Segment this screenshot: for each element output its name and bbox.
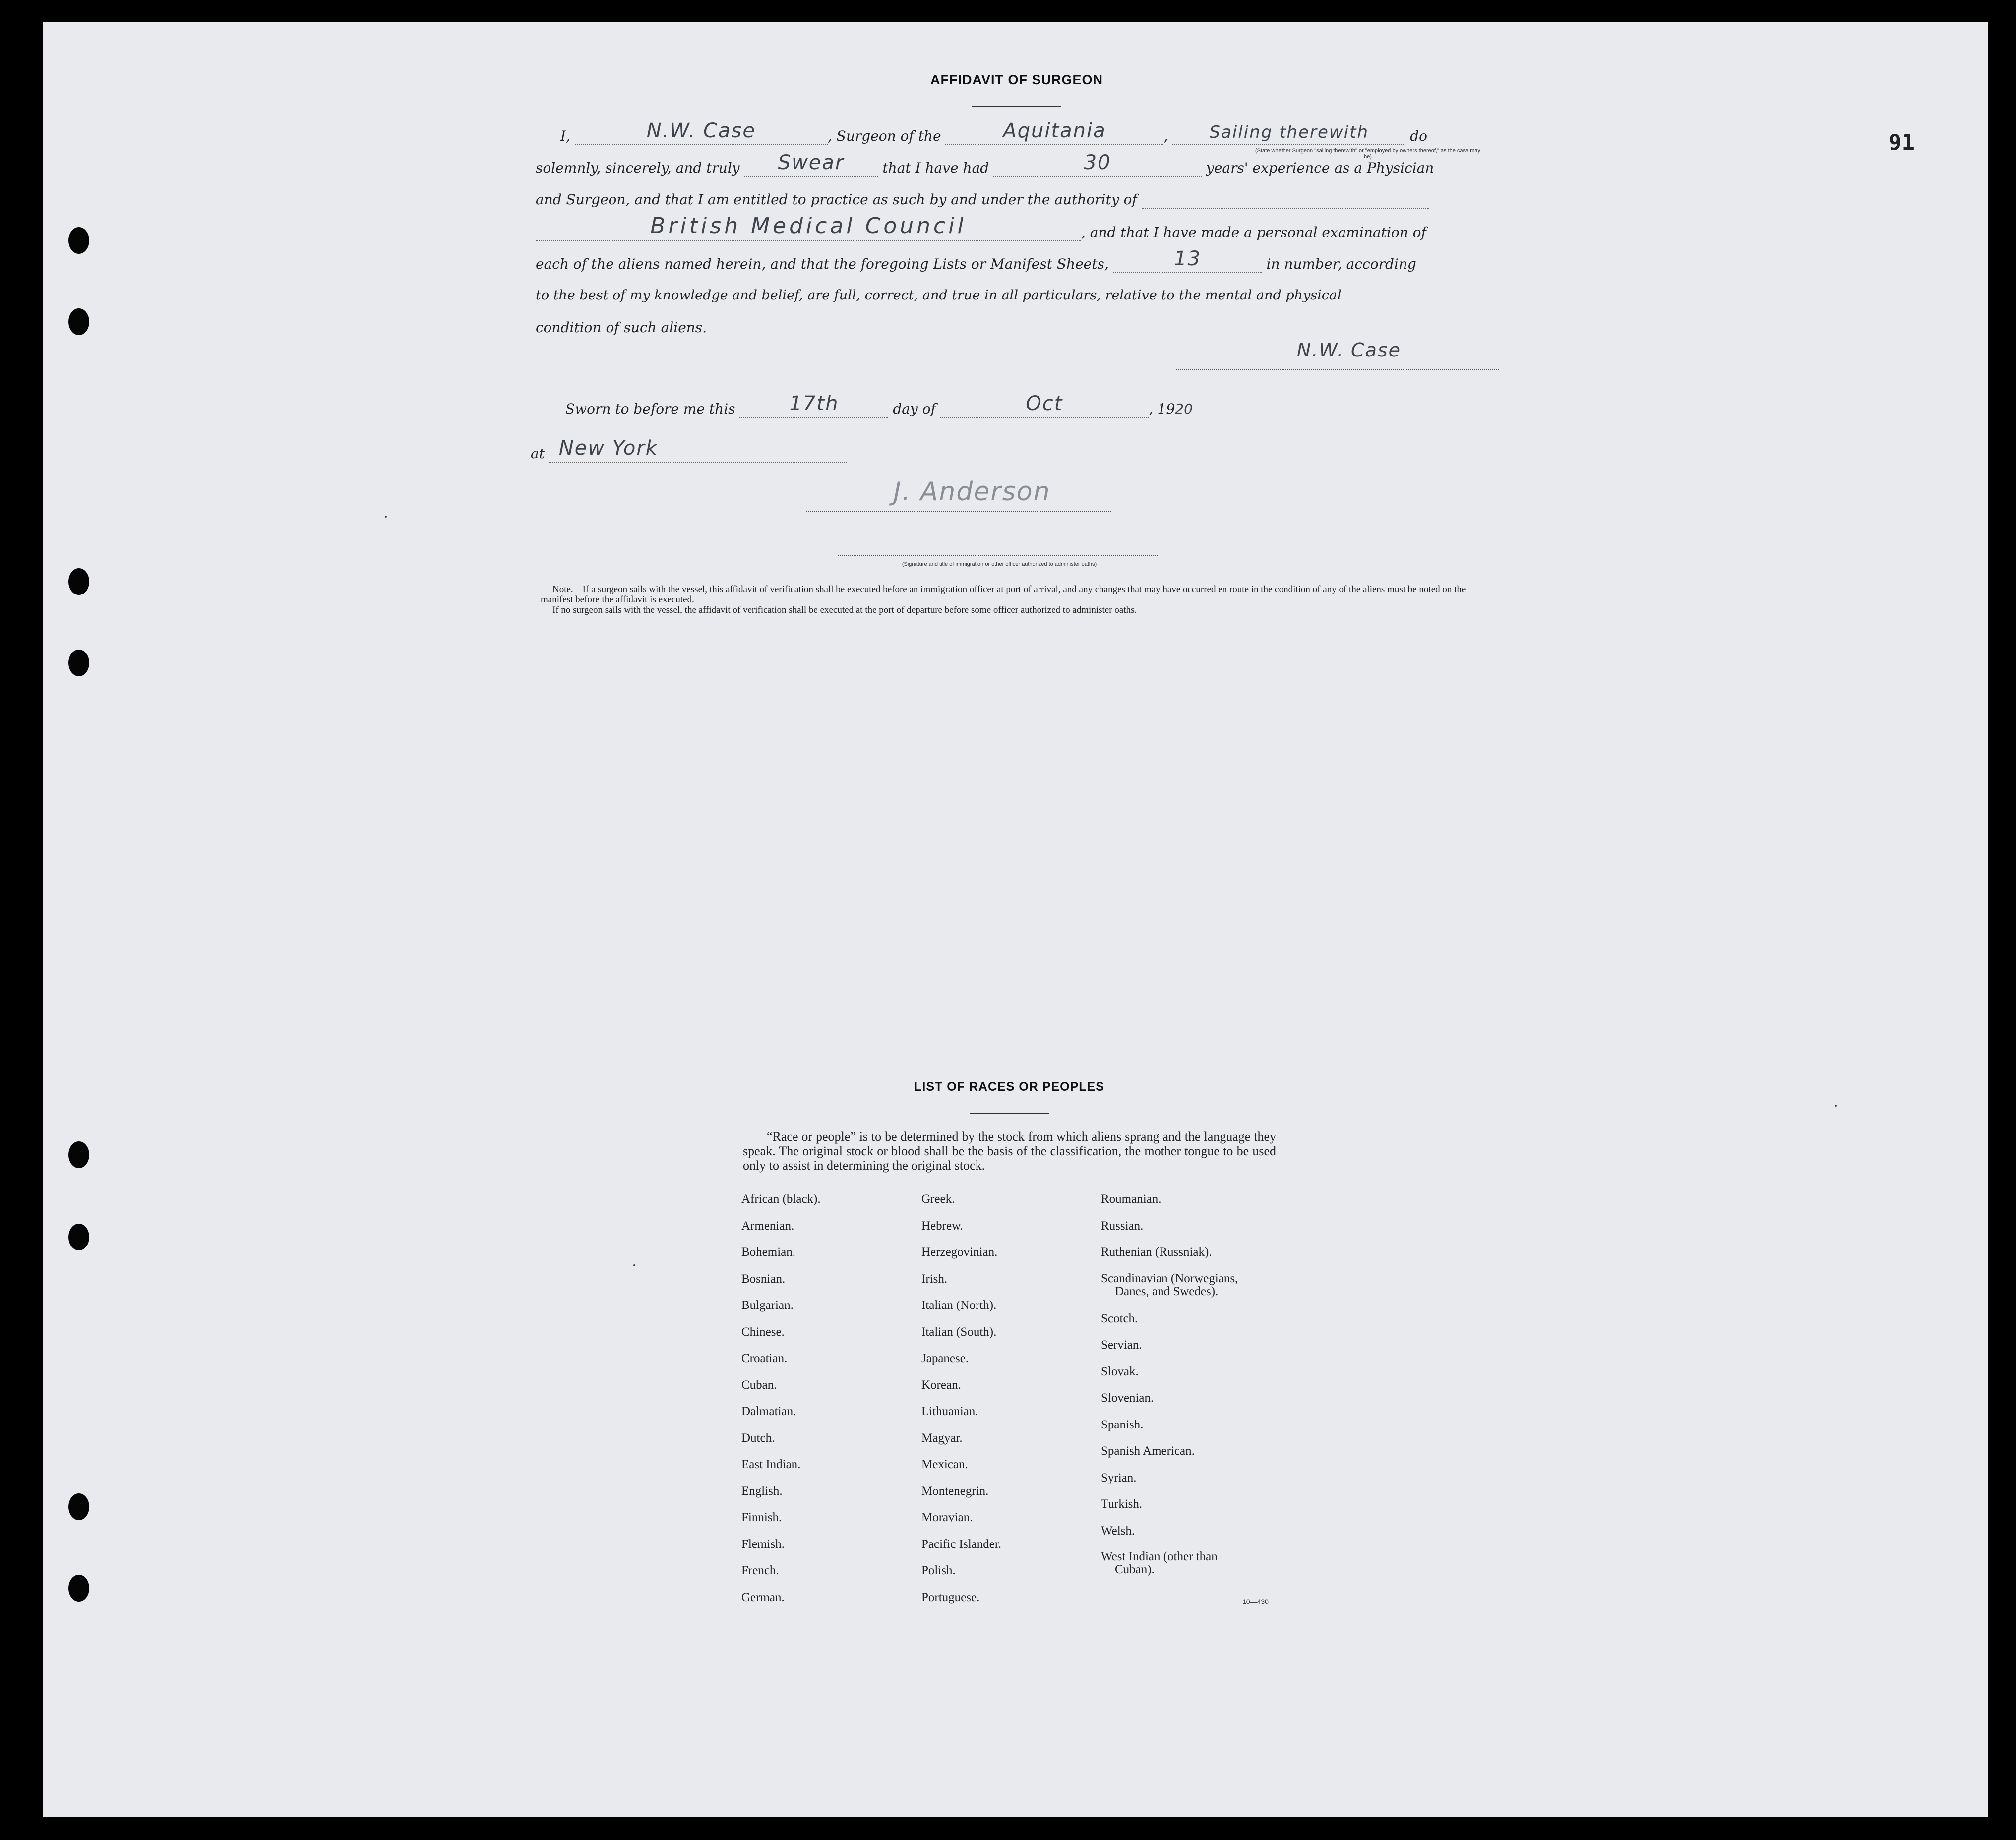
- text-do: do: [1410, 128, 1427, 144]
- affidavit-line-1: [560, 119, 1427, 145]
- race-item: Polish.: [921, 1564, 956, 1577]
- race-item: Armenian.: [741, 1219, 794, 1233]
- page-number: 91: [1889, 130, 1915, 155]
- authority-field: [536, 213, 1081, 241]
- note-2: If no surgeon sails with the vessel, the affidavit of verification shall be executed at the port of departure before some officer authorized to administer oaths.: [552, 605, 1137, 615]
- text-manifest-sheets: each of the aliens named herein, and that the foregoing Lists or Manifest Sheets,: [536, 256, 1109, 272]
- text-condition-of-aliens: condition of such aliens.: [536, 319, 707, 336]
- binder-hole: [68, 1493, 89, 1520]
- race-item: Spanish.: [1101, 1418, 1144, 1431]
- race-item: Korean.: [921, 1378, 961, 1392]
- binder-hole: [68, 1141, 89, 1168]
- race-item: Portuguese.: [921, 1590, 980, 1604]
- race-item: Chinese.: [741, 1325, 785, 1339]
- place-line: [531, 437, 847, 463]
- race-item: African (black).: [741, 1192, 821, 1206]
- race-item: West Indian (other than Cuban).: [1101, 1550, 1218, 1576]
- race-item: French.: [741, 1564, 779, 1577]
- sworn-year: 20: [1175, 401, 1193, 417]
- note-1: Note.—If a surgeon sails with the vessel, this affidavit of verification shall be executed before an immigration officer at port of arrival, and any changes that may have occurred en route in the condition of any of the aliens must be noted on the manifest before the affidavit is executed.: [541, 584, 1466, 605]
- vessel-field: [945, 119, 1163, 145]
- race-item: Montenegrin.: [921, 1484, 989, 1498]
- affidavit-line-7: [536, 319, 707, 336]
- text-day-of: day of: [893, 401, 936, 417]
- race-item: Dalmatian.: [741, 1405, 796, 1418]
- race-item: Irish.: [921, 1272, 948, 1286]
- race-item: English.: [741, 1484, 783, 1498]
- race-item: Bosnian.: [741, 1272, 786, 1286]
- race-item: Hebrew.: [921, 1219, 963, 1233]
- race-item: Herzegovinian.: [921, 1246, 998, 1259]
- race-item: Russian.: [1101, 1219, 1144, 1233]
- sailing-status: Sailing therewith: [1209, 122, 1369, 142]
- race-item: Magyar.: [921, 1431, 963, 1445]
- races-column-1: [741, 1192, 821, 1617]
- binder-hole: [68, 650, 89, 676]
- races-intro: “Race or people” is to be determined by the stock from which aliens sprang and the language they speak. The original stock or blood shall be the basis of the classification, the mother tongue to be used only to assist in determining the original stock.: [743, 1129, 1276, 1173]
- race-item: Italian (South).: [921, 1325, 997, 1339]
- text-i: I,: [560, 128, 570, 144]
- affidavit-line-5: [536, 247, 1416, 273]
- race-item: Slovak.: [1101, 1365, 1139, 1378]
- text-years-experience: years' experience as a Physician: [1206, 160, 1434, 176]
- race-item: Bohemian.: [741, 1246, 796, 1259]
- race-item: Croatian.: [741, 1352, 788, 1365]
- binder-hole: [68, 1224, 89, 1250]
- race-item: Japanese.: [921, 1352, 969, 1365]
- surgeon-name-field: [575, 119, 828, 145]
- race-item: Cuban.: [741, 1378, 777, 1392]
- oath-field: [744, 151, 878, 177]
- sworn-day-field: [739, 392, 888, 418]
- race-item: Pacific Islander.: [921, 1537, 1002, 1551]
- binder-hole: [68, 568, 89, 595]
- races-title-underline: [970, 1113, 1049, 1114]
- official-caption: (Signature and title of immigration or other officer authorized to administer oaths): [902, 561, 1097, 567]
- race-item: Greek.: [921, 1192, 955, 1206]
- paper-speck: [1835, 1105, 1837, 1107]
- race-item: Syrian.: [1101, 1471, 1137, 1484]
- binder-hole: [68, 227, 89, 254]
- text-best-of-knowledge: to the best of my knowledge and belief, are full, correct, and true in all particulars, relative to the mental and physical: [536, 288, 1342, 303]
- place-of-oath: New York: [558, 437, 658, 460]
- authority-field-top: [1142, 191, 1429, 209]
- licensing-authority: British Medical Council: [650, 213, 967, 238]
- race-item: Lithuanian.: [921, 1405, 978, 1418]
- affidavit-note: [541, 584, 1498, 615]
- text-in-number: in number, according: [1266, 256, 1416, 272]
- years-experience: 30: [1084, 151, 1111, 174]
- affidavit-line-4: [536, 213, 1426, 241]
- paper-speck: [633, 1264, 635, 1266]
- oath-word: Swear: [778, 151, 845, 174]
- race-item: Scandinavian (Norwegians, Danes, and Swedes).: [1101, 1271, 1238, 1298]
- text-at: at: [531, 445, 545, 462]
- text-year-prefix: , 19: [1148, 401, 1175, 417]
- text-authority-of: and Surgeon, and that I am entitled to practice as such by and under the authority of: [536, 191, 1137, 208]
- race-item: Servian.: [1101, 1338, 1142, 1352]
- race-item: Italian (North).: [921, 1299, 997, 1312]
- sheet-count: 13: [1174, 247, 1202, 270]
- race-item: Flemish.: [741, 1537, 785, 1551]
- sworn-month-field: [940, 392, 1149, 418]
- surgeon-name: N.W. Case: [646, 119, 756, 142]
- binder-hole: [68, 1575, 89, 1602]
- text-personal-examination: , and that I have made a personal examination of: [1081, 224, 1426, 240]
- binder-hole: [68, 308, 89, 335]
- official-title-line: [838, 541, 1158, 556]
- affidavit-line-6: [536, 288, 1342, 303]
- sheet-count-field: [1113, 247, 1262, 273]
- affidavit-title: AFFIDAVIT OF SURGEON: [930, 72, 1103, 87]
- affidavit-line-3: [536, 191, 1429, 209]
- race-item: Mexican.: [921, 1458, 968, 1471]
- race-item: Turkish.: [1101, 1497, 1143, 1511]
- sworn-month: Oct: [1026, 392, 1063, 415]
- races-column-3: [1101, 1192, 1238, 1590]
- sailing-status-field: [1172, 122, 1405, 145]
- race-item: Finnish.: [741, 1511, 782, 1524]
- vessel-name: Aquitania: [1003, 119, 1106, 142]
- text-surgeon-of: , Surgeon of the: [827, 128, 941, 144]
- race-item: Moravian.: [921, 1511, 973, 1524]
- race-item: Bulgarian.: [741, 1299, 794, 1312]
- races-title: LIST OF RACES OR PEOPLES: [914, 1080, 1104, 1094]
- years-field: [993, 151, 1202, 177]
- form-code: 10—430: [1242, 1598, 1269, 1605]
- paper-speck: [385, 516, 387, 518]
- text-solemnly: solemnly, sincerely, and truly: [536, 160, 740, 176]
- race-item: Spanish American.: [1101, 1444, 1195, 1458]
- race-item: Roumanian.: [1101, 1192, 1161, 1206]
- official-signature: J. Anderson: [893, 477, 1051, 507]
- title-underline: [972, 106, 1061, 107]
- sworn-day: 17th: [789, 392, 839, 415]
- text-i-have-had: that I have had: [882, 160, 989, 176]
- race-item: Dutch.: [741, 1431, 775, 1445]
- surgeon-signature: N.W. Case: [1296, 339, 1402, 361]
- status-hint: (State whether Surgeon "sailing therewith" or "employed by owners thereof," as the case may be): [1255, 148, 1481, 160]
- race-item: Ruthenian (Russniak).: [1101, 1246, 1212, 1259]
- race-item: East Indian.: [741, 1458, 801, 1471]
- text-comma: ,: [1163, 128, 1168, 144]
- race-item: Scotch.: [1101, 1311, 1138, 1325]
- sworn-line: [565, 392, 1193, 418]
- race-item: Welsh.: [1101, 1524, 1135, 1538]
- races-column-2: [921, 1192, 1001, 1617]
- place-field: [549, 437, 847, 463]
- text-sworn: Sworn to before me this: [565, 401, 735, 417]
- race-item: Slovenian.: [1101, 1391, 1154, 1405]
- race-item: German.: [741, 1590, 785, 1604]
